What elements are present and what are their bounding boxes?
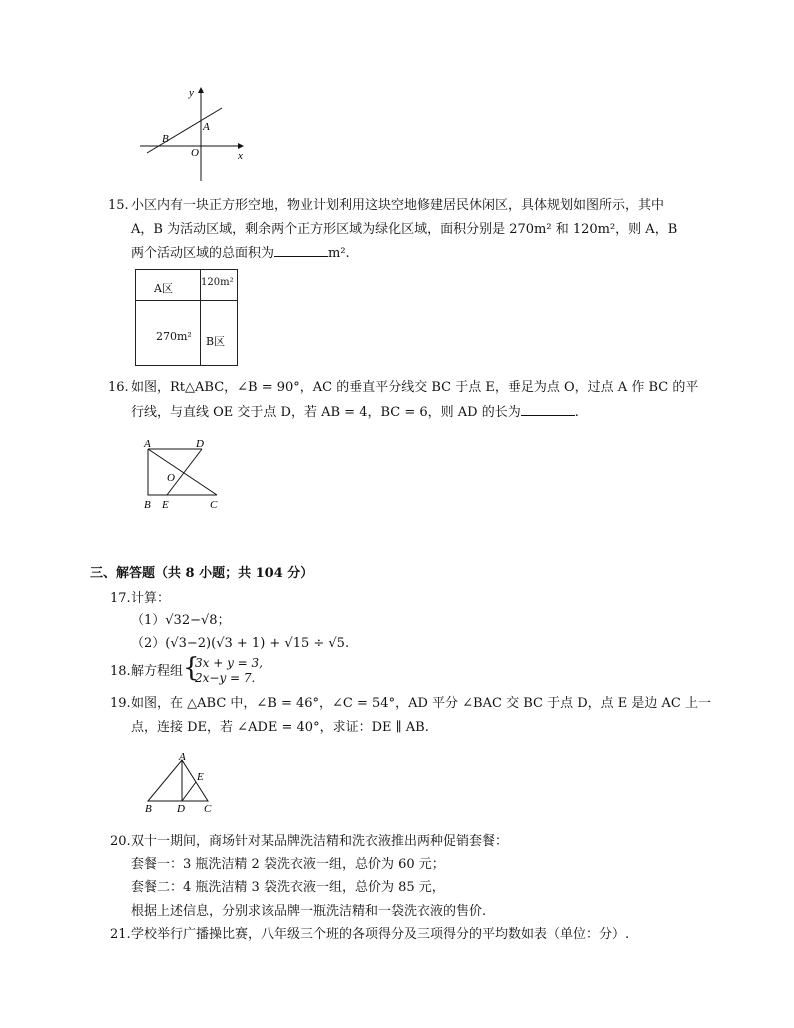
- q19-line2: 点，连接 DE，若 ∠ADE = 40°，求证：DE ∥ AB.: [131, 720, 429, 735]
- q18-brace: {: [183, 653, 200, 683]
- q15-number: 15.: [108, 198, 129, 213]
- q16-line1: 如图，Rt△ABC，∠B = 90°，AC 的垂直平分线交 BC 于点 E，垂足为点 O，过点 A 作 BC 的平: [131, 380, 699, 395]
- q15-area-b-label: B区: [206, 335, 226, 348]
- q17-title: 计算：: [131, 591, 171, 606]
- q17-part1: （1）√32−√8；: [131, 613, 231, 628]
- point-a-label: A: [203, 121, 210, 133]
- y-label: y: [189, 87, 194, 99]
- q20-line2: 套餐一：3 瓶洗洁精 2 袋洗衣液一组，总价为 60 元；: [131, 857, 445, 872]
- q16-answer-blank[interactable]: [521, 403, 575, 416]
- q15-area-a-label: A区: [154, 282, 173, 295]
- q16-line2: [131, 403, 579, 422]
- q19-number: 19.: [110, 696, 131, 711]
- q19-label-b: B: [145, 803, 152, 814]
- q20-number: 20.: [110, 834, 131, 849]
- q15-area-270-label: 270m²: [156, 330, 192, 343]
- q20-line1: 双十一期间，商场针对某品牌洗洁精和洗衣液推出两种促销套餐：: [131, 834, 509, 849]
- point-b-label: B: [162, 133, 169, 145]
- q20-line4: 根据上述信息，分别求该品牌一瓶洗洁精和一袋洗衣液的售价.: [131, 904, 487, 919]
- q17-number: 17.: [110, 591, 131, 606]
- q19-label-c: C: [204, 803, 212, 814]
- q15-horizontal-divider: [135, 300, 237, 301]
- q21-line1: 学校举行广播操比赛，八年级三个班的各项得分及三项得分的平均数如表（单位：分）.: [131, 927, 630, 942]
- q19-line-de: [182, 782, 196, 801]
- q18-equation1: 3x + y = 3,: [195, 656, 263, 670]
- q18-title: 解方程组: [131, 664, 184, 679]
- q16-label-o: O: [167, 472, 175, 484]
- q17-part2: （2）(√3−2)(√3 + 1) + √15 ÷ √5.: [131, 636, 350, 651]
- x-label: x: [238, 150, 243, 162]
- q18-equation2: 2x−y = 7.: [195, 671, 256, 685]
- q19-line1: 如图，在 △ABC 中，∠B = 46°，∠C = 54°，AD 平分 ∠BAC 交 BC 于点 D，点 E 是边 AC 上一: [131, 696, 711, 711]
- q19-label-e: E: [197, 771, 204, 783]
- q15-line2: A，B 为活动区域，剩余两个正方形区域为绿化区域，面积分别是 270m² 和 120m²，则 A，B: [131, 222, 678, 237]
- q16-figure: [140, 437, 230, 513]
- q16-label-e: E: [162, 499, 169, 511]
- q15-line1: 小区内有一块正方形空地，物业计划利用这块空地修建居民休闲区，具体规划如图所示，其中: [131, 198, 665, 213]
- q15-line3: [131, 244, 350, 263]
- q16-label-d: D: [196, 438, 204, 450]
- q15-line3-text: 两个活动区域的总面积为: [131, 246, 275, 261]
- q15-area-120-label: 120m²: [201, 277, 234, 288]
- q18-number: 18.: [110, 664, 131, 679]
- q16-label-c: C: [210, 499, 218, 511]
- q21-number: 21.: [110, 927, 131, 942]
- q16-line-ac: [148, 449, 217, 495]
- q16-line2-text: 行线，与直线 OE 交于点 D，若 AB = 4，BC = 6，则 AD 的长为: [131, 405, 521, 420]
- q16-end: .: [574, 405, 579, 420]
- section-3-heading: 三、解答题（共 8 小题；共 104 分）: [90, 566, 314, 581]
- q19-figure: [140, 752, 220, 814]
- q16-label-a: A: [144, 438, 151, 450]
- q15-answer-blank[interactable]: [274, 244, 328, 257]
- q19-label-a: A: [179, 752, 186, 763]
- q16-number: 16.: [108, 380, 129, 395]
- q15-unit: m².: [328, 246, 350, 261]
- fig14-coordinate-graph: [135, 84, 250, 184]
- q19-label-d: D: [177, 803, 185, 814]
- q16-label-b: B: [144, 499, 151, 511]
- q20-line3: 套餐二：4 瓶洗洁精 3 袋洗衣液一组，总价为 85 元，: [131, 880, 445, 895]
- origin-label: O: [191, 147, 199, 159]
